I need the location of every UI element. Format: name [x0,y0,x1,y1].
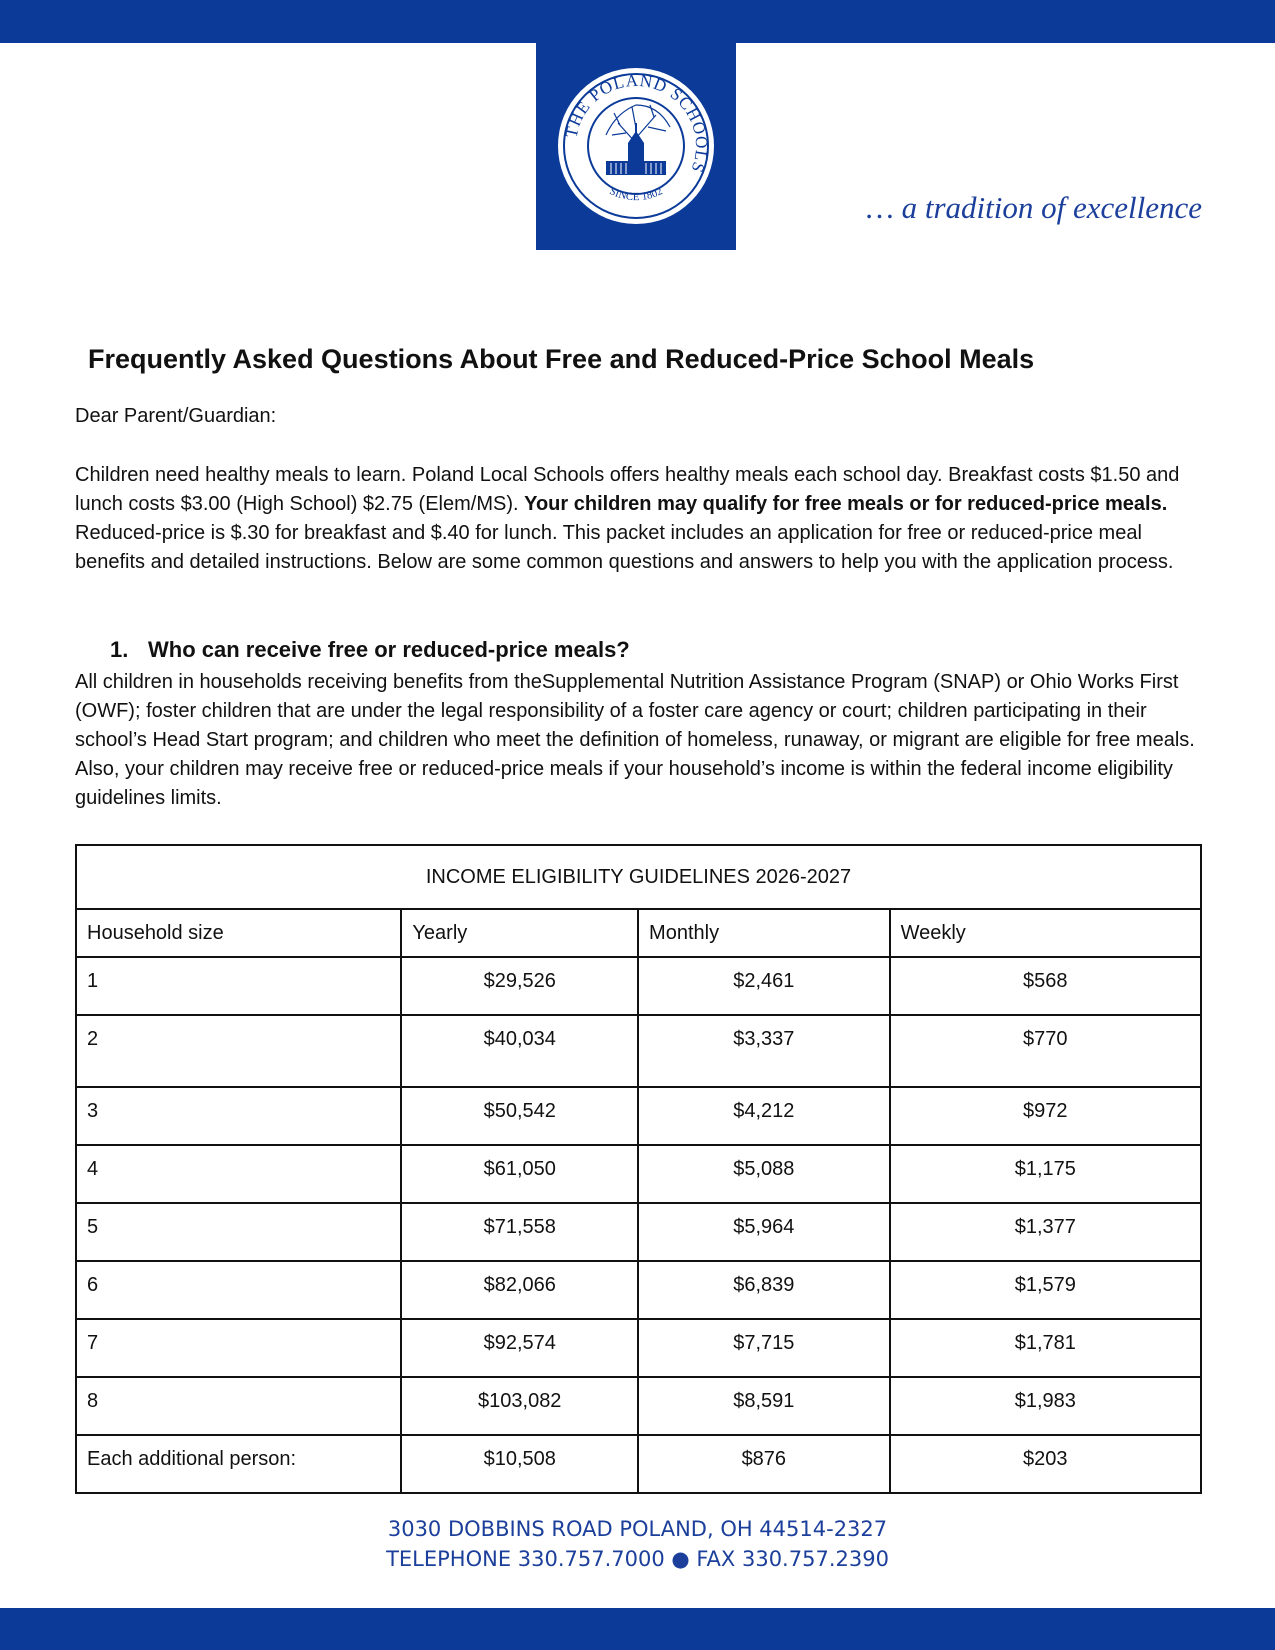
weekly-cell: $972 [890,1087,1201,1145]
yearly-cell: $61,050 [401,1145,638,1203]
household-size-cell: 1 [76,957,401,1015]
table-header-row [76,909,1201,957]
table-row [76,1319,1201,1377]
table-row [76,957,1201,1015]
monthly-cell: $3,337 [638,1015,890,1087]
seal-ring-text: THE POLAND SCHOOLS [561,70,712,176]
household-size-cell: 5 [76,1203,401,1261]
page-title: Frequently Asked Questions About Free and Reduced-Price School Meals [88,344,1035,374]
weekly-cell: $1,377 [890,1203,1201,1261]
weekly-cell: $1,579 [890,1261,1201,1319]
table-row [76,1377,1201,1435]
yearly-cell: $82,066 [401,1261,638,1319]
monthly-cell: $8,591 [638,1377,890,1435]
footer-address: 3030 DOBBINS ROAD POLAND, OH 44514-2327 [387,1517,888,1541]
monthly-cell: $6,839 [638,1261,890,1319]
yearly-cell: $29,526 [401,957,638,1015]
table-row [76,1015,1201,1087]
column-header: Weekly [890,909,1201,957]
table-caption: INCOME ELIGIBILITY GUIDELINES 2026-2027 [76,845,1201,909]
intro-text-1: Children need healthy meals to learn. Poland Local Schools offers healthy meals each school day. Breakfast costs $1.50 and lunch costs $3.00 (High School) $2.75 (Elem/MS). [75,464,1180,515]
question-1-number: 1. [110,637,129,662]
weekly-cell: $568 [890,957,1201,1015]
income-eligibility-table [75,844,1202,1494]
monthly-cell: $5,964 [638,1203,890,1261]
school-tagline: … a tradition of excellence [866,190,1202,225]
column-header: Yearly [401,909,638,957]
intro-bold-text: Your children may qualify for free meals or for reduced-price meals. [524,493,1168,515]
yearly-cell: $10,508 [401,1435,638,1493]
intro-paragraph [75,461,1210,577]
top-color-band [0,0,1275,43]
question-1-answer: All children in households receiving benefits from theSupplemental Nutrition Assistance Program (SNAP) or Ohio Works First (OWF); foster children that are under the legal responsibility of a foster care agency or court; children participating in their school’s Head Start program; and children who meet the definition of homeless, runaway, or migrant are eligible for free meals. Also, your children may receive free or reduced-price meals if your household’s income is within the federal income eligibility guidelines limits. [75,671,1195,809]
greeting: Dear Parent/Guardian: [75,405,277,427]
question-1-text: Who can receive free or reduced-price meals? [148,637,630,662]
monthly-cell: $4,212 [638,1087,890,1145]
yearly-cell: $92,574 [401,1319,638,1377]
intro-text-2: Reduced-price is $.30 for breakfast and $.40 for lunch. This packet includes an application for free or reduced-price meal benefits and detailed instructions. Below are some common questions and answers to help you with the application process. [75,522,1174,573]
question-1-heading [110,637,630,663]
seal-graphic [536,43,736,250]
table-row [76,1087,1201,1145]
table-row [76,1261,1201,1319]
footer-contact: TELEPHONE 330.757.7000 ● FAX 330.757.2390 [386,1547,889,1571]
table-row [76,1145,1201,1203]
monthly-cell: $7,715 [638,1319,890,1377]
weekly-cell: $770 [890,1015,1201,1087]
household-size-cell: 6 [76,1261,401,1319]
yearly-cell: $40,034 [401,1015,638,1087]
yearly-cell: $50,542 [401,1087,638,1145]
household-size-cell: 3 [76,1087,401,1145]
yearly-cell: $103,082 [401,1377,638,1435]
seal-since-text: SINCE 1802 [607,185,665,204]
household-size-cell: 7 [76,1319,401,1377]
table-row [76,1203,1201,1261]
weekly-cell: $203 [890,1435,1201,1493]
monthly-cell: $876 [638,1435,890,1493]
household-size-cell: 2 [76,1015,401,1087]
monthly-cell: $2,461 [638,957,890,1015]
household-size-cell: Each additional person: [76,1435,401,1493]
school-seal-logo [536,43,736,250]
household-size-cell: 8 [76,1377,401,1435]
yearly-cell: $71,558 [401,1203,638,1261]
bottom-color-band [0,1608,1275,1650]
table-row [76,1435,1201,1493]
household-size-cell: 4 [76,1145,401,1203]
weekly-cell: $1,983 [890,1377,1201,1435]
monthly-cell: $5,088 [638,1145,890,1203]
weekly-cell: $1,781 [890,1319,1201,1377]
column-header: Monthly [638,909,890,957]
column-header: Household size [76,909,401,957]
weekly-cell: $1,175 [890,1145,1201,1203]
